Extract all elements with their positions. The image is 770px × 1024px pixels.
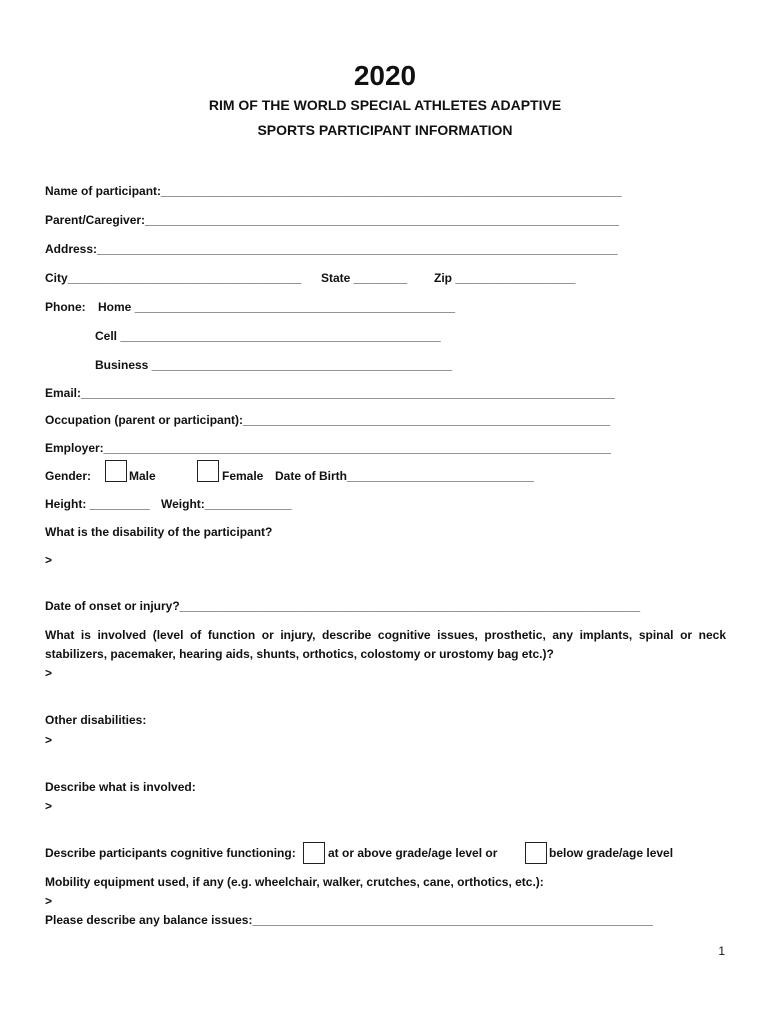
involved-question: What is involved (level of function or injury, describe cognitive issues, prosthetic, any implants, spinal or neck stabilizers, pacemaker, hearing aids, shunts, orthotics, colostomy or urostomy bag etc.)?: [45, 628, 726, 661]
other-disabilities-question: Other disabilities:: [45, 713, 147, 727]
zip-field[interactable]: Zip __________________: [434, 271, 576, 285]
mobility-answer[interactable]: >: [45, 894, 53, 908]
cognitive-label: Describe participants cognitive functioning:: [45, 846, 296, 860]
business-phone-field[interactable]: Business _____________________________________________: [95, 358, 453, 372]
email-field[interactable]: Email:________________________________________________________________________________: [45, 386, 615, 400]
below-checkbox[interactable]: [525, 842, 547, 864]
city-field[interactable]: City___________________________________: [45, 271, 302, 285]
state-field[interactable]: State ________: [321, 271, 408, 285]
female-label: Female: [222, 469, 264, 483]
name-field[interactable]: Name of participant:_____________________________________________________________________: [45, 184, 622, 198]
cell-phone-field[interactable]: Cell ________________________________________________: [95, 329, 441, 343]
disability-answer[interactable]: >: [45, 553, 53, 567]
address-field[interactable]: Address:______________________________________________________________________________: [45, 242, 618, 256]
at-or-above-label: at or above grade/age level or: [328, 846, 498, 860]
phone-label: Phone:: [45, 300, 86, 314]
involved-answer[interactable]: >: [45, 666, 53, 680]
describe-involved-question: Describe what is involved:: [45, 780, 196, 794]
male-checkbox[interactable]: [105, 460, 127, 482]
dob-field[interactable]: Date of Birth____________________________: [275, 469, 534, 483]
weight-field[interactable]: Weight:_____________: [161, 497, 292, 511]
describe-involved-answer[interactable]: >: [45, 799, 53, 813]
occupation-field[interactable]: Occupation (parent or participant):_______________________________________________________: [45, 413, 611, 427]
below-label: below grade/age level: [549, 846, 674, 860]
page-number: 1: [718, 944, 725, 958]
balance-field[interactable]: Please describe any balance issues:____________________________________________________________: [45, 913, 653, 927]
female-checkbox[interactable]: [197, 460, 219, 482]
onset-field[interactable]: Date of onset or injury?_____________________________________________________________________: [45, 599, 641, 613]
parent-field[interactable]: Parent/Caregiver:_______________________________________________________________________: [45, 213, 619, 227]
form-title-line1: RIM OF THE WORLD SPECIAL ATHLETES ADAPTIVE: [208, 97, 562, 113]
mobility-question: Mobility equipment used, if any (e.g. wheelchair, walker, crutches, cane, orthotics, etc.):: [45, 875, 544, 889]
form-title-line2: SPORTS PARTICIPANT INFORMATION: [257, 122, 513, 138]
male-label: Male: [129, 469, 156, 483]
height-field[interactable]: Height: _________: [45, 497, 150, 511]
employer-field[interactable]: Employer:____________________________________________________________________________: [45, 441, 611, 455]
home-phone-field[interactable]: Home ________________________________________________: [98, 300, 456, 314]
at-or-above-checkbox[interactable]: [303, 842, 325, 864]
form-year: 2020: [353, 60, 417, 91]
gender-label: Gender:: [45, 469, 92, 483]
disability-question: What is the disability of the participant?: [45, 525, 273, 539]
other-disabilities-answer[interactable]: >: [45, 733, 53, 747]
